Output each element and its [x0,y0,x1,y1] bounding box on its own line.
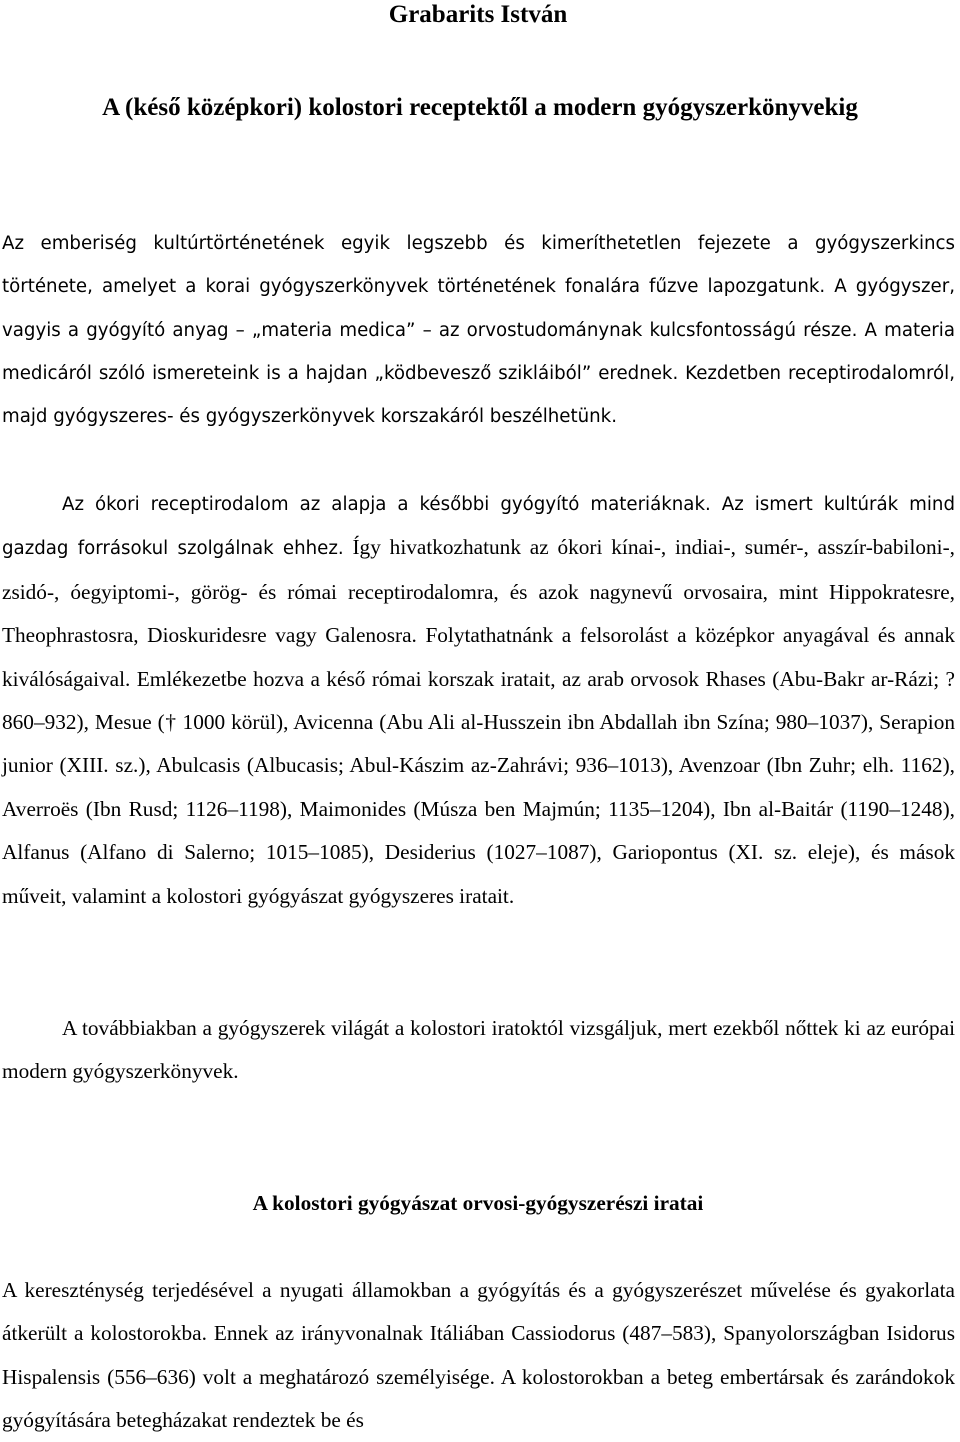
ancient-sources-body: Így hivatkozhatunk az ókori kínai-, indiai-, sumér-, asszír-babiloni-, zsidó-, óegyiptomi-, görög- és római receptirodalomra, és azok nagynevű orvosaira, mint Hippokratesre, Theophrastosra, Dioskuridesre vagy Galenosra. Folytathatnánk a felsorolást a középkor anyagával és annak kiválóságaival. Emlékezetbe hozva a késő római korszak iratait, az arab orvosok Rhases (Abu-Bakr ar-Rázi; ?860–932), Mesue († 1000 körül), Avicenna (Abu Ali al-Husszein ibn Abdallah ibn Szína; 980–1037), Serapion junior (XIII. sz.), Abulcasis (Albucasis; Abul-Kászim az-Zahrávi; 936–1013), Avenzoar (Ibn Zuhr; elh. 1162), Averroës (Ibn Rusd; 1126–1198), Maimonides (Músza ben Majmún; 1135–1204), Ibn al-Baitár (1190–1248), Alfanus (Alfano di Salerno; 1015–1085), Desiderius (1027–1087), Gariopontus (XI. sz. eleje), és mások műveit, valamint a kolostori gyógyászat gyógyszeres iratait. [2,535,955,908]
section-heading: A kolostori gyógyászat orvosi-gyógyszerészi iratai [252,1191,704,1215]
intro-paragraph: Az emberiség kultúrtörténetének egyik legszebb és kimeríthetetlen fejezete a gyógyszerkincs története, amelyet a korai gyógyszerkönyvek történetének fonalára fűzve lapozgatunk. A gyógyszer, vagyis a gyógyító anyag – „materia medica” – az orvostudománynak kulcsfontosságú része. A materia medicáról szóló ismereteink is a hajdan „ködbevesző szikláiból” erednek. Kezdetben receptirodalomról, majd gyógyszeres- és gyógyszerkönyvek korszakáról beszélhetünk. [2,233,955,428]
section-paragraph: A kereszténység terjedésével a nyugati államokban a gyógyítás és a gyógyszerészet művelése és gyakorlata átkerült a kolostorokba. Ennek az irányvonalnak Itáliában Cassiodorus (487–583), Spanyolországban Isidorus Hispalensis (556–636) volt a meghatározó személyisége. A kolostorokban a beteg embertársak és zarándokok gyógyítására betegházakat rendeztek be és [2,1278,955,1432]
ancient-sources-lead: Az ókori receptirodalom az alapja a későbbi gyógyító materiáknak. Az ismert kultúrák mind gazdag forrásokul szolgálnak ehhez. [2,494,955,560]
ancient-sources-paragraph [2,482,955,918]
transition-paragraph: A továbbiakban a gyógyszerek világát a kolostori iratoktól vizsgáljuk, mert ezekből nőttek ki az európai modern gyógyszerkönyvek. [2,1016,955,1084]
document-title: A (késő középkori) kolostori receptektől a modern gyógyszerkönyvekig [102,94,858,121]
author-name: Grabarits István [388,1,568,28]
